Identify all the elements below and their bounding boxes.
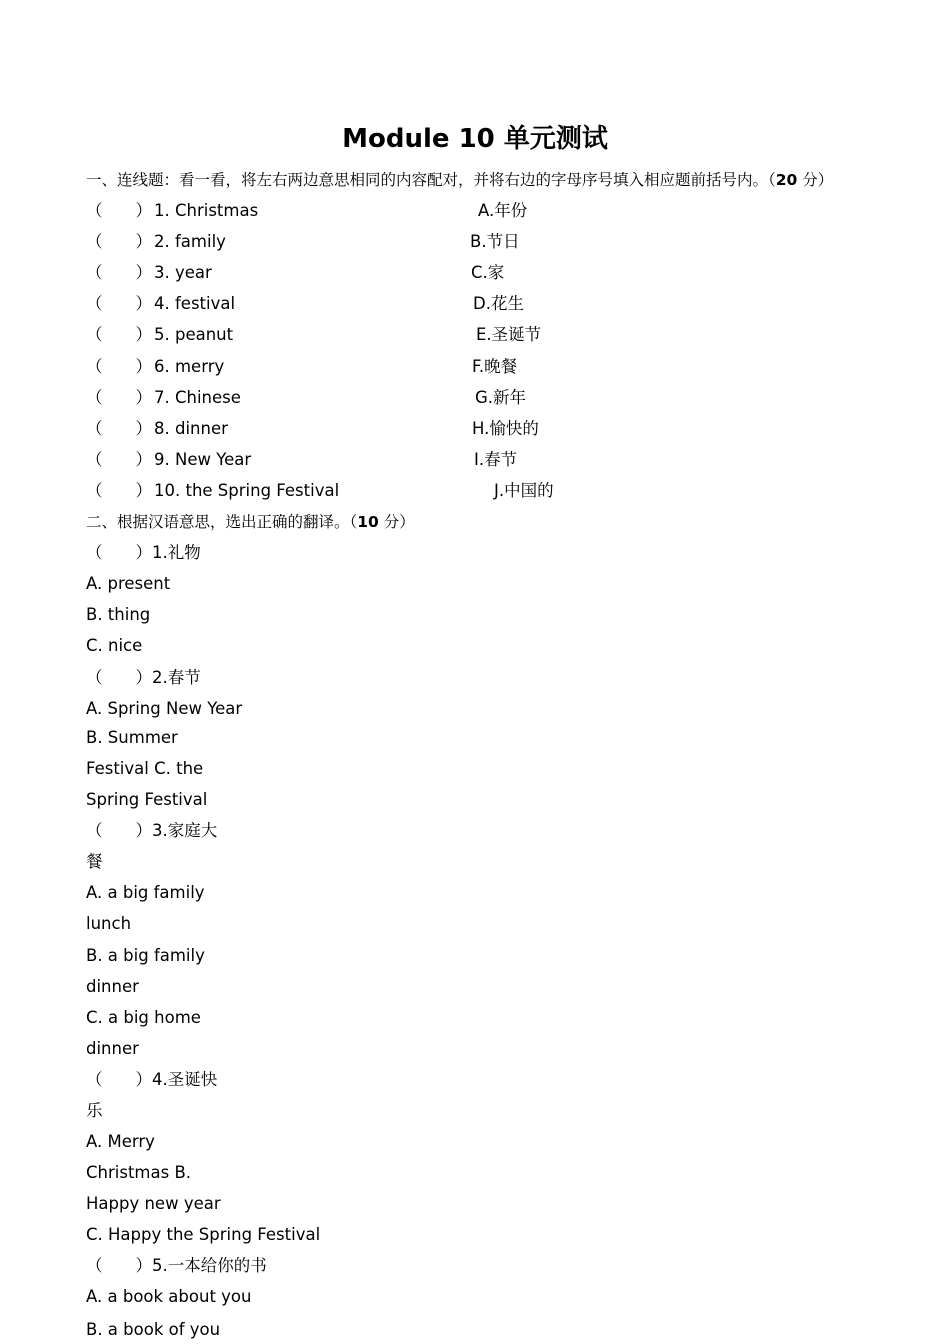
question-line: 餐 xyxy=(86,852,103,871)
match-question: 10. the Spring Festival xyxy=(154,481,340,500)
match-question: 5. peanut xyxy=(154,325,234,344)
match-question: 9. New Year xyxy=(154,450,252,469)
match-item-8 xyxy=(86,418,228,440)
option-line: C. Happy the Spring Festival xyxy=(86,1225,321,1244)
option-line: A. Merry xyxy=(86,1132,155,1151)
match-option: H.愉快的 xyxy=(472,419,539,438)
match-item-1 xyxy=(86,200,258,222)
question-2: （ ）2.春节 xyxy=(86,668,201,687)
option-line: B. thing xyxy=(86,605,151,624)
section1-instruction-text: 一、连线题：看一看，将左右两边意思相同的内容配对，并将右边的字母序号填入相应题前括号内。（ xyxy=(86,171,776,189)
answer-blank[interactable]: （ ） xyxy=(86,294,152,313)
option-line: B. a book of you xyxy=(86,1320,221,1339)
answer-blank[interactable]: （ ） xyxy=(86,450,152,469)
match-item-2 xyxy=(86,231,226,253)
option-line: A. a big family xyxy=(86,883,205,902)
page-title: Module 10 单元测试 xyxy=(342,124,608,154)
match-option: E.圣诞节 xyxy=(476,325,542,344)
section2-instruction-end: 分） xyxy=(378,513,415,531)
match-question: 2. family xyxy=(154,232,226,251)
question-1: （ ）1.礼物 xyxy=(86,543,201,562)
option-line: Spring Festival xyxy=(86,790,208,809)
answer-blank[interactable]: （ ） xyxy=(86,263,152,282)
section2-points: 10 xyxy=(357,513,379,531)
answer-blank[interactable]: （ ） xyxy=(86,325,152,344)
section2-instruction-text: 二、根据汉语意思，选出正确的翻译。（ xyxy=(86,513,358,531)
match-option: F.晚餐 xyxy=(472,357,518,376)
match-item-9 xyxy=(86,449,251,471)
question-4: （ ）4.圣诞快 xyxy=(86,1070,218,1089)
option-line: A. Spring New Year xyxy=(86,699,243,718)
match-option: B.节日 xyxy=(470,232,520,251)
option-line: Christmas B. xyxy=(86,1163,192,1182)
match-item-5 xyxy=(86,324,233,346)
answer-blank[interactable]: （ ） xyxy=(86,357,152,376)
answer-blank[interactable]: （ ） xyxy=(86,232,152,251)
match-option: J.中国的 xyxy=(494,481,554,500)
match-option: A.年份 xyxy=(478,201,528,220)
question-5: （ ）5.一本给你的书 xyxy=(86,1256,267,1275)
match-option: G.新年 xyxy=(475,388,527,407)
answer-blank[interactable]: （ ） xyxy=(86,419,152,438)
match-item-4 xyxy=(86,293,235,315)
option-line: dinner xyxy=(86,1039,139,1058)
match-question: 8. dinner xyxy=(154,419,228,438)
answer-blank[interactable]: （ ） xyxy=(86,201,152,220)
match-option: C.家 xyxy=(471,263,505,282)
match-option: D.花生 xyxy=(473,294,524,313)
match-question: 7. Chinese xyxy=(154,388,241,407)
option-line: B. Summer xyxy=(86,728,178,747)
answer-blank[interactable]: （ ） xyxy=(86,481,152,500)
option-line: A. a book about you xyxy=(86,1287,252,1306)
match-item-7 xyxy=(86,387,241,409)
question-3: （ ）3.家庭大 xyxy=(86,821,218,840)
section1-instruction xyxy=(86,169,833,191)
option-line: A. present xyxy=(86,574,171,593)
match-option: I.春节 xyxy=(474,450,518,469)
match-question: 6. merry xyxy=(154,357,225,376)
option-line: C. nice xyxy=(86,636,143,655)
option-line: Happy new year xyxy=(86,1194,221,1213)
section2-instruction xyxy=(86,511,415,533)
match-question: 4. festival xyxy=(154,294,236,313)
match-item-6 xyxy=(86,356,224,378)
section1-points: 20 xyxy=(775,171,798,189)
option-line: B. a big family xyxy=(86,946,205,965)
match-item-3 xyxy=(86,262,212,284)
answer-blank[interactable]: （ ） xyxy=(86,388,152,407)
option-line: Festival C. the xyxy=(86,759,204,778)
match-item-10 xyxy=(86,480,339,502)
question-line: 乐 xyxy=(86,1101,103,1120)
match-question: 1. Christmas xyxy=(154,201,259,220)
option-line: C. a big home xyxy=(86,1008,201,1027)
option-line: lunch xyxy=(86,914,132,933)
section1-instruction-end: 分） xyxy=(797,171,834,189)
option-line: dinner xyxy=(86,977,139,996)
match-question: 3. year xyxy=(154,263,212,282)
